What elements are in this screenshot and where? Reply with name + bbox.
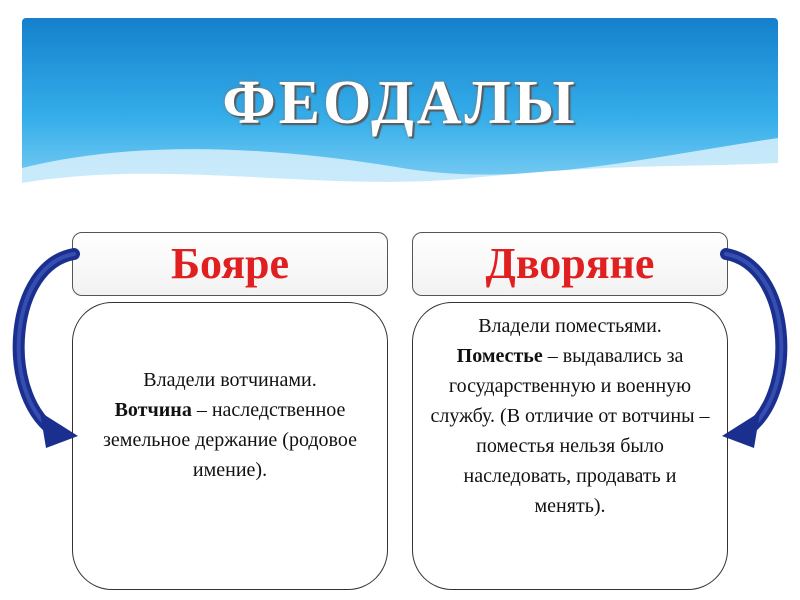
boyars-description [72, 302, 388, 590]
page-title: ФЕОДАЛЫ [222, 69, 578, 137]
boyars-definition: – наследственное земельное держание (родовое имение). [103, 399, 357, 481]
nobles-heading: Дворяне [412, 232, 728, 296]
nobles-line1: Владели поместьями. [478, 315, 662, 337]
left-curved-arrow-icon [0, 240, 80, 450]
nobles-term: Поместье [456, 345, 543, 367]
boyars-line1: Владели вотчинами. [143, 369, 317, 391]
nobles-definition: – выдавались за государственную и военную службу. (В отличие от вотчины – поместья нельзя было наследовать, продавать и менять). [430, 345, 710, 517]
boyars-term: Вотчина [114, 399, 192, 421]
nobles-description [412, 302, 728, 590]
boyars-heading: Бояре [72, 232, 388, 296]
right-curved-arrow-icon [720, 240, 800, 450]
title-banner [22, 18, 778, 218]
